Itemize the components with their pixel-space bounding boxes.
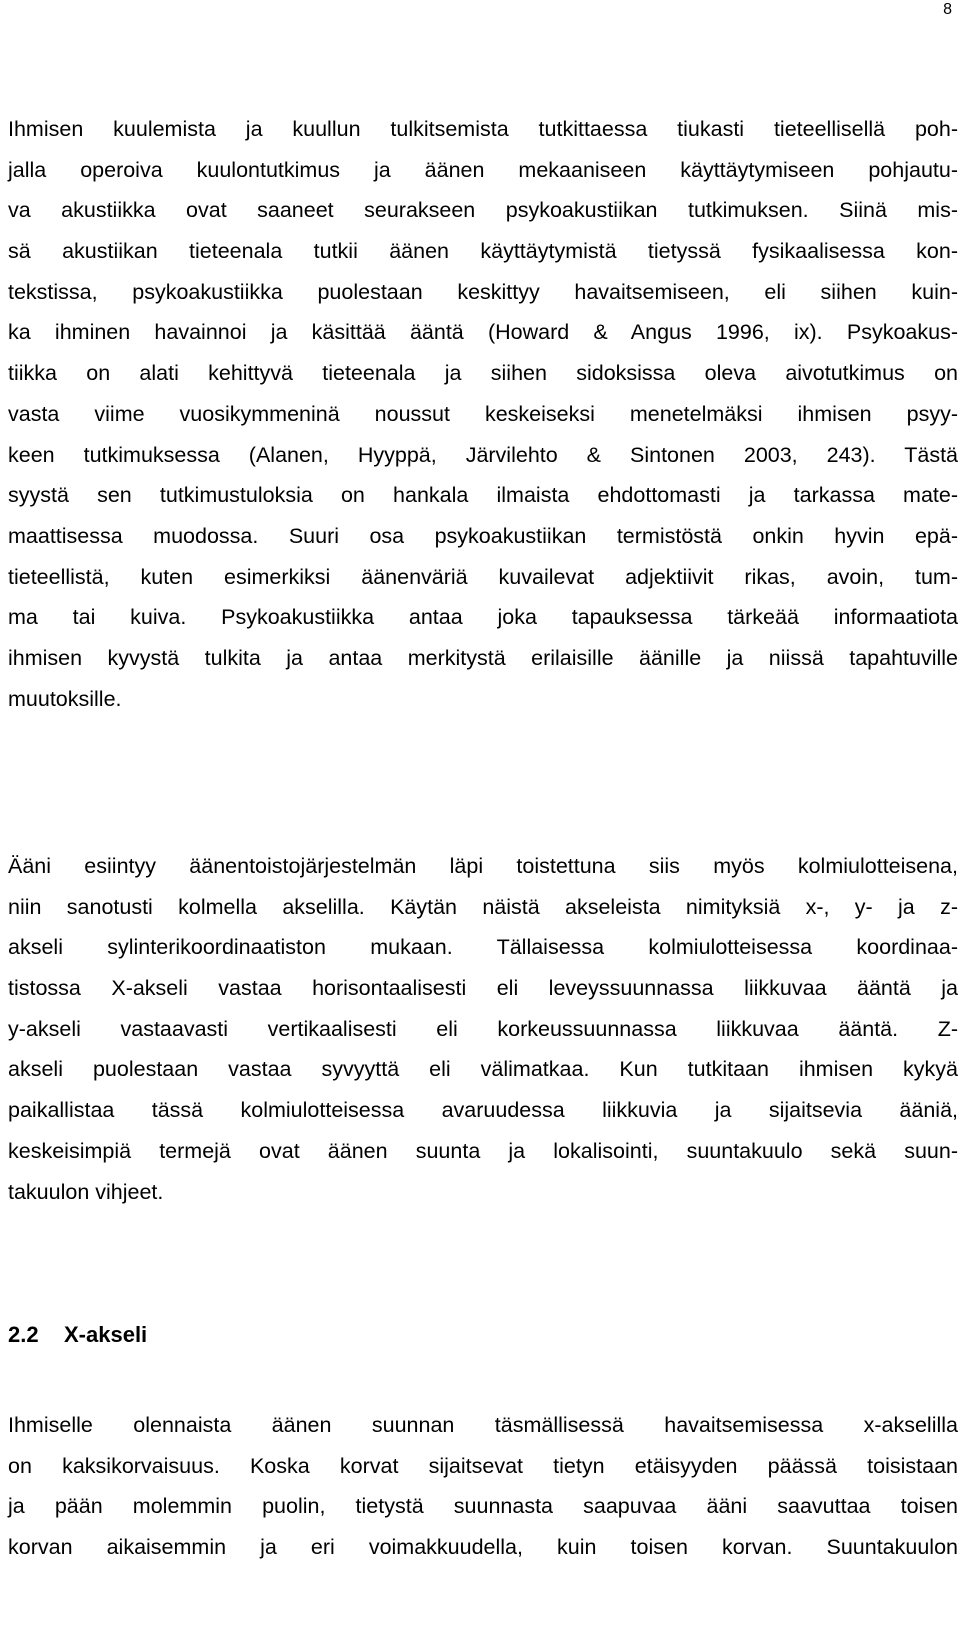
text-line: jalla operoiva kuulontutkimus ja äänen mekaaniseen käyttäytymiseen pohjautu- [8,157,958,182]
text-line: on kaksikorvaisuus. Koska korvat sijaitsevat tietyn etäisyyden päässä toisistaan [8,1453,958,1478]
text-line: tieteellistä, kuten esimerkiksi äänenväriä kuvailevat adjektiivit rikas, avoin, tum- [8,564,958,589]
text-line: keskeisimpiä termejä ovat äänen suunta ja lokalisointi, suuntakuulo sekä suun- [8,1138,958,1163]
text-line: niin sanotusti kolmella akselilla. Käytän näistä akseleista nimityksiä x-, y- ja z- [8,894,958,919]
paragraph-psychoacoustics [8,109,958,719]
text-line: tekstissa, psykoakustiikka puolestaan keskittyy havaitsemiseen, eli siihen kuin- [8,279,958,304]
text-line: ihmisen kyvystä tulkita ja antaa merkitystä erilaisille äänille ja niissä tapahtuville [8,645,958,670]
paragraph-three-axes [8,846,958,1212]
text-line: takuulon vihjeet. [8,1179,164,1204]
text-line: ka ihminen havainnoi ja käsittää ääntä (Howard & Angus 1996, ix). Psykoakus- [8,320,958,345]
text-line: Ääni esiintyy äänentoistojärjestelmän läpi toistettuna siis myös kolmiulotteisena, [8,854,958,878]
text-line: tistossa X-akseli vastaa horisontaalisesti eli leveyssuunnassa liikkuvaa ääntä ja [8,976,958,1001]
section-heading [8,1321,147,1349]
text-line: akseli puolestaan vastaa syvyyttä eli välimatkaa. Kun tutkitaan ihmisen kykyä [8,1057,958,1082]
text-line: paikallistaa tässä kolmiulotteisessa avaruudessa liikkuvia ja sijaitsevia ääniä, [8,1098,958,1123]
text-line: maattisessa muodossa. Suuri osa psykoakustiikan termistöstä onkin hyvin epä- [8,523,958,548]
text-line: korvan aikaisemmin ja eri voimakkuudella, kuin toisen korvan. Suuntakuulon [8,1535,958,1560]
text-line: akseli sylinterikoordinaatiston mukaan. Tällaisessa kolmiulotteisessa koordinaa- [8,935,958,960]
text-line: ma tai kuiva. Psykoakustiikka antaa joka tapauksessa tärkeää informaatiota [8,605,958,630]
text-line: Ihmiselle olennaista äänen suunnan täsmällisessä havaitsemisessa x-akselilla [8,1413,958,1437]
text-line: keen tutkimuksessa (Alanen, Hyyppä, Järvilehto & Sintonen 2003, 243). Tästä [8,442,958,467]
text-line: vasta viime vuosikymmeninä noussut keskeiseksi menetelmäksi ihmisen psyy- [8,401,958,426]
text-line: tiikka on alati kehittyvä tieteenala ja siihen sidoksissa oleva aivotutkimus on [8,361,958,386]
section-number: 2.2 [8,1322,39,1347]
text-line: muutoksille. [8,686,122,711]
page-number: 8 [943,1,952,18]
section-title: X-akseli [64,1322,148,1347]
text-line: sä akustiikan tieteenala tutkii äänen käyttäytymistä tietyssä fysikaalisessa kon- [8,239,958,264]
paragraph-binaural [8,1405,958,1568]
text-line: y-akseli vastaavasti vertikaalisesti eli korkeussuunnassa liikkuvaa ääntä. Z- [8,1016,958,1041]
text-line: ja pään molemmin puolin, tietystä suunnasta saapuvaa ääni saavuttaa toisen [8,1494,958,1519]
text-line: Ihmisen kuulemista ja kuullun tulkitsemista tutkittaessa tiukasti tieteellisellä poh- [8,117,958,141]
text-line: va akustiikka ovat saaneet seurakseen psykoakustiikan tutkimuksen. Siinä mis- [8,198,958,223]
text-line: syystä sen tutkimustuloksia on hankala ilmaista ehdottomasti ja tarkassa mate- [8,483,958,508]
